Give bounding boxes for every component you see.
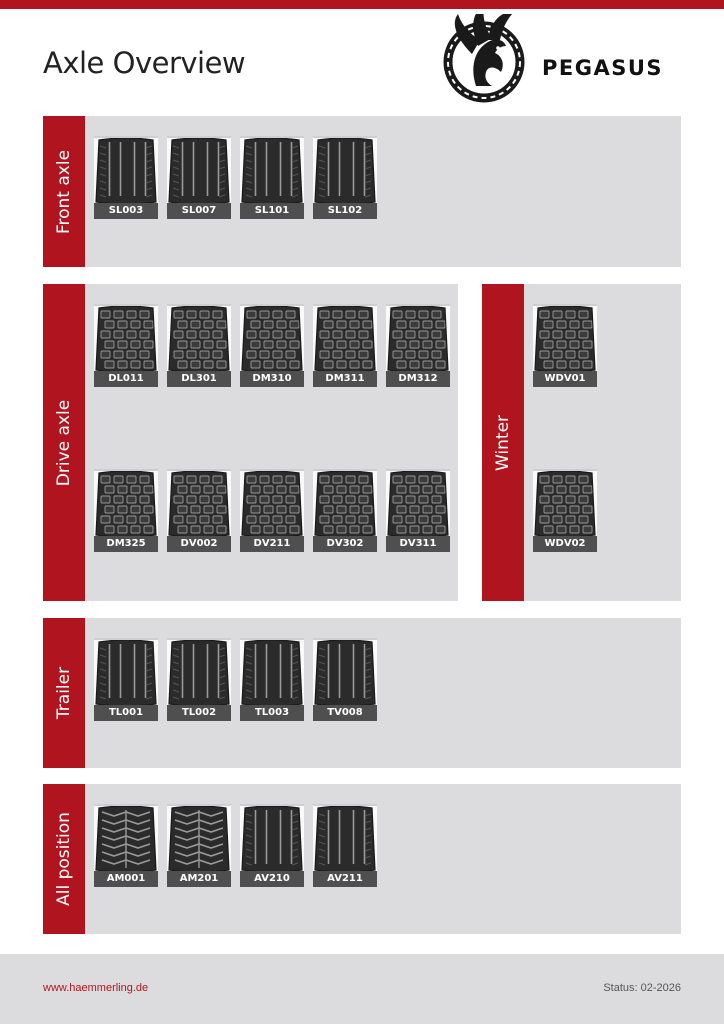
section-winter bbox=[482, 284, 681, 601]
section-all-position bbox=[43, 784, 681, 934]
tyre-tread-image bbox=[94, 136, 158, 204]
tyre-code: SL102 bbox=[313, 203, 377, 219]
section-label-text: Trailer bbox=[54, 666, 74, 720]
section-front-axle bbox=[43, 116, 681, 267]
section-label-text: All position bbox=[54, 812, 75, 906]
tyre-tread-image bbox=[167, 136, 231, 204]
tyre-tread-icon bbox=[240, 471, 304, 537]
website-link[interactable]: www.haemmerling.de bbox=[43, 982, 149, 994]
tyre-tread-icon bbox=[94, 138, 158, 204]
tyre-tread-icon bbox=[94, 640, 158, 706]
tyre-tread-image bbox=[240, 469, 304, 537]
tyre-tread-icon bbox=[167, 138, 231, 204]
section-label bbox=[43, 784, 85, 934]
tyre-card[interactable] bbox=[167, 469, 231, 553]
brand-name: PEGASUS bbox=[542, 56, 664, 80]
tyre-code: WDV01 bbox=[533, 371, 597, 387]
tyre-tread-icon bbox=[533, 471, 597, 537]
tyre-tread-icon bbox=[167, 471, 231, 537]
top-accent-bar bbox=[0, 0, 724, 9]
tyre-card[interactable] bbox=[240, 304, 304, 388]
tyre-tread-icon bbox=[313, 138, 377, 204]
section-trailer bbox=[43, 618, 681, 768]
tyre-card[interactable] bbox=[240, 638, 304, 722]
tyre-tread-icon bbox=[386, 471, 450, 537]
tyre-tread-image bbox=[240, 638, 304, 706]
tyre-card[interactable] bbox=[313, 638, 377, 722]
tyre-code: SL003 bbox=[94, 203, 158, 219]
tyre-card[interactable] bbox=[313, 136, 377, 220]
status-date: Status: 02-2026 bbox=[603, 982, 681, 994]
tyre-card[interactable] bbox=[313, 304, 377, 388]
tyre-tread-image bbox=[386, 469, 450, 537]
tyre-tread-image bbox=[167, 638, 231, 706]
tyre-code: DV302 bbox=[313, 536, 377, 552]
tyre-tread-icon bbox=[313, 806, 377, 872]
tyre-code: AV211 bbox=[313, 871, 377, 887]
tyre-tread-image bbox=[240, 804, 304, 872]
tyre-tread-image bbox=[313, 638, 377, 706]
section-label bbox=[482, 284, 524, 601]
tyre-tread-image bbox=[533, 469, 597, 537]
section-drive-axle bbox=[43, 284, 458, 601]
tyre-code: AV210 bbox=[240, 871, 304, 887]
tyre-tread-image bbox=[240, 304, 304, 372]
tyre-code: TL001 bbox=[94, 705, 158, 721]
tyre-code: WDV02 bbox=[533, 536, 597, 552]
tyre-tread-icon bbox=[94, 471, 158, 537]
tyre-card[interactable] bbox=[94, 136, 158, 220]
tyre-tread-icon bbox=[94, 306, 158, 372]
tyre-card[interactable] bbox=[167, 304, 231, 388]
tyre-code: DL301 bbox=[167, 371, 231, 387]
tyre-code: TL002 bbox=[167, 705, 231, 721]
tyre-card[interactable] bbox=[240, 804, 304, 888]
tyre-tread-image bbox=[167, 304, 231, 372]
tyre-tread-image bbox=[386, 304, 450, 372]
tyre-code: DM312 bbox=[386, 371, 450, 387]
tyre-card[interactable] bbox=[313, 804, 377, 888]
section-label bbox=[43, 618, 85, 768]
section-label-text: Front axle bbox=[54, 149, 74, 234]
tyre-tread-icon bbox=[167, 806, 231, 872]
tyre-tread-image bbox=[313, 804, 377, 872]
tyre-tread-image bbox=[167, 469, 231, 537]
page-title: Axle Overview bbox=[43, 46, 246, 80]
tyre-card[interactable] bbox=[94, 304, 158, 388]
tyre-code: SL101 bbox=[240, 203, 304, 219]
tyre-card[interactable] bbox=[533, 469, 597, 553]
tyre-tread-image bbox=[94, 469, 158, 537]
tyre-code: DV211 bbox=[240, 536, 304, 552]
tyre-card[interactable] bbox=[313, 469, 377, 553]
tyre-tread-icon bbox=[313, 306, 377, 372]
tyre-tread-icon bbox=[167, 306, 231, 372]
tyre-tread-icon bbox=[240, 806, 304, 872]
section-label-text: Drive axle bbox=[54, 399, 75, 486]
tyre-card[interactable] bbox=[167, 638, 231, 722]
tyre-code: DV002 bbox=[167, 536, 231, 552]
tyre-card[interactable] bbox=[167, 804, 231, 888]
tyre-tread-icon bbox=[167, 640, 231, 706]
section-label bbox=[43, 284, 85, 601]
tyre-code: TL003 bbox=[240, 705, 304, 721]
tyre-tread-image bbox=[313, 304, 377, 372]
tyre-card[interactable] bbox=[386, 469, 450, 553]
tyre-tread-icon bbox=[240, 640, 304, 706]
tyre-code: AM001 bbox=[94, 871, 158, 887]
tyre-tread-image bbox=[313, 136, 377, 204]
tyre-card[interactable] bbox=[240, 469, 304, 553]
tyre-card[interactable] bbox=[94, 469, 158, 553]
tyre-tread-icon bbox=[240, 306, 304, 372]
tyre-tread-icon bbox=[533, 306, 597, 372]
tyre-card[interactable] bbox=[533, 304, 597, 388]
tyre-tread-icon bbox=[313, 471, 377, 537]
section-label-text: Winter bbox=[493, 414, 514, 471]
tyre-code: DM311 bbox=[313, 371, 377, 387]
tyre-tread-image bbox=[313, 469, 377, 537]
tyre-tread-icon bbox=[386, 306, 450, 372]
tyre-tread-image bbox=[533, 304, 597, 372]
tyre-code: DL011 bbox=[94, 371, 158, 387]
tyre-tread-image bbox=[167, 804, 231, 872]
tyre-tread-image bbox=[94, 304, 158, 372]
tyre-code: SL007 bbox=[167, 203, 231, 219]
tyre-card[interactable] bbox=[94, 638, 158, 722]
tyre-card[interactable] bbox=[386, 304, 450, 388]
tyre-tread-image bbox=[94, 638, 158, 706]
tyre-tread-icon bbox=[94, 806, 158, 872]
tyre-card[interactable] bbox=[240, 136, 304, 220]
tyre-card[interactable] bbox=[167, 136, 231, 220]
tyre-code: DM310 bbox=[240, 371, 304, 387]
section-label bbox=[43, 116, 85, 267]
tyre-tread-icon bbox=[313, 640, 377, 706]
tyre-code: TV008 bbox=[313, 705, 377, 721]
tyre-code: AM201 bbox=[167, 871, 231, 887]
tyre-code: DV311 bbox=[386, 536, 450, 552]
tyre-tread-image bbox=[240, 136, 304, 204]
tyre-tread-image bbox=[94, 804, 158, 872]
tyre-card[interactable] bbox=[94, 804, 158, 888]
tyre-tread-icon bbox=[240, 138, 304, 204]
tyre-code: DM325 bbox=[94, 536, 158, 552]
footer bbox=[0, 954, 724, 1024]
